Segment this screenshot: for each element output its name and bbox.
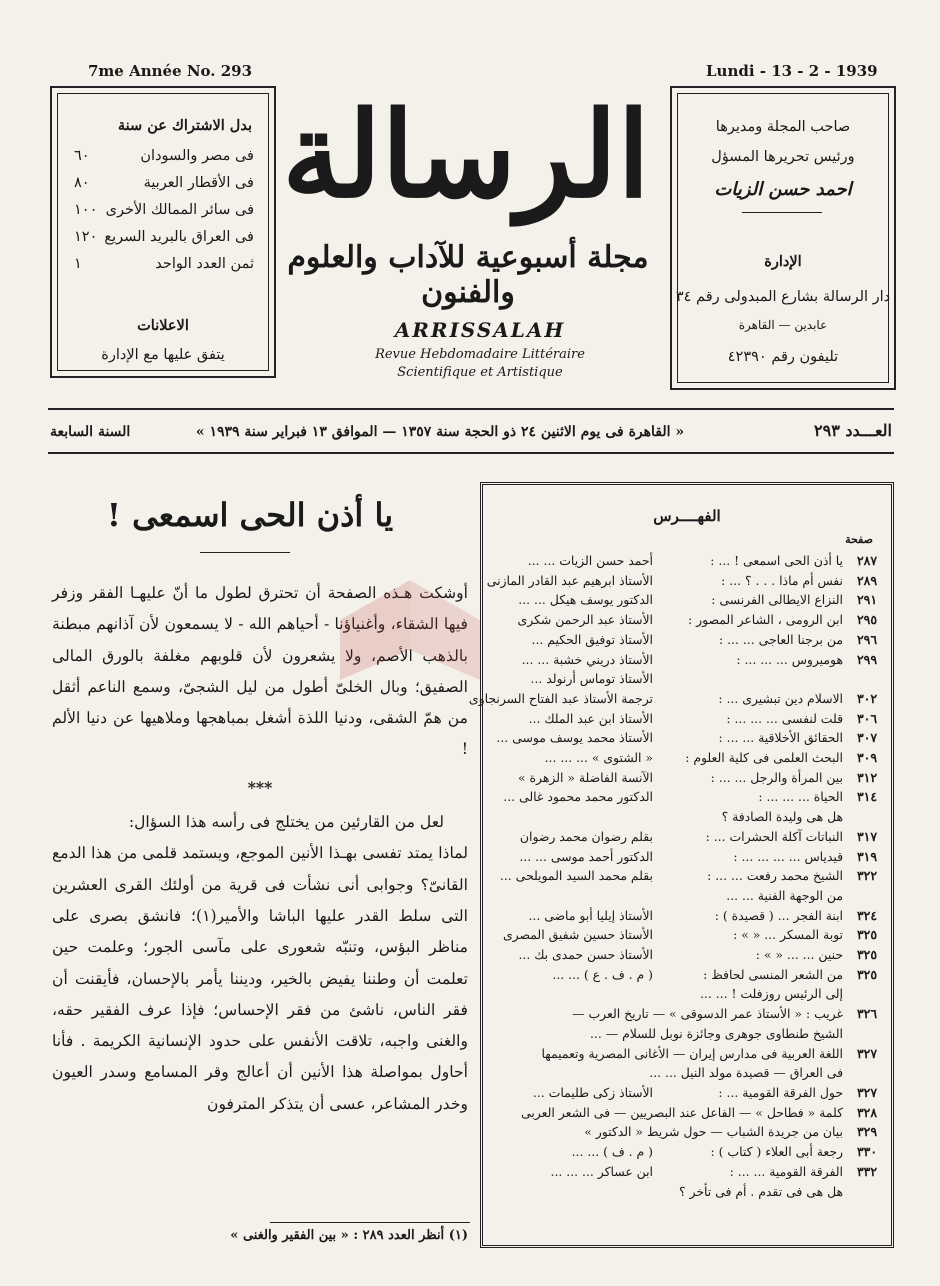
masthead-subtitle: مجلة أسبوعية للآداب والعلوم والفنون: [287, 240, 649, 310]
toc-page: ٣٢٦: [857, 1006, 877, 1022]
toc-page: ٣٢٨: [857, 1104, 877, 1120]
toc-row: [497, 1162, 877, 1182]
toc-row: [497, 906, 877, 926]
toc-row: [497, 768, 877, 788]
toc-row: [497, 1142, 877, 1162]
toc-row: [497, 1044, 877, 1064]
toc-author: بقلم رضوان محمد رضوان: [519, 828, 653, 844]
section-separator: ***: [247, 777, 273, 797]
publisher-name: احمد حسن الزيات: [714, 179, 852, 200]
article-paragraph: أوشكت هـذه الصفحة أن تحترق لطول ما أنّ عليهـا الفقر وزفر فيها الشقاء، وأغنياؤنا - أحياهم الله - لا يسمعون لأن آذانهم مبطنة بالذهب الأصم، ولا يشعرون لأن قلوبهم مغلفة بالورق المالى الصفيق؛ وبال الخلىّ أطول من ليل الشجىّ، وسمع الناعم أثقل من همّ الشقى، ودنيا اللذة أشغل بمباهجها وملاهيها عن دنيا الألم !: [52, 584, 468, 759]
toc-title: هل هى فى تقدم . أم فى تأخر ؟: [678, 1183, 843, 1199]
toc-author: الأستاذ حسن حمدى بك ...: [518, 947, 653, 963]
publisher-line-1: صاحب المجلة ومديرها: [715, 119, 851, 135]
toc-title: النزاع الايطالى الفرنسى :: [711, 592, 843, 608]
toc-author: الأستاذ توفيق الحكيم ...: [531, 631, 653, 647]
toc-page: ٣٢٥: [857, 947, 877, 963]
toc-author: الأستاذ إيليا أبو ماضى ...: [528, 907, 653, 923]
toc-page: ٢٩٦: [857, 631, 877, 647]
toc-page: [843, 807, 877, 827]
toc-title: بيان من جريدة الشباب — حول شريط « الدكتور »: [584, 1124, 843, 1140]
admin-heading: الإدارة: [764, 253, 802, 270]
toc-title: ابنة الفجر ... ( قصيدة ) :: [714, 907, 843, 923]
ads-text: يتفق عليها مع الإدارة: [101, 347, 225, 363]
toc-row: [497, 748, 877, 768]
toc-title: غريب : « الأستاذ عمر الدسوقى » — تاريخ العرب —: [572, 1006, 843, 1022]
article-body: [52, 578, 468, 1120]
article-title: يا أذن الحى اسمعى !: [106, 496, 394, 534]
publisher-box: [670, 86, 896, 390]
toc-title: كلمة « فطاحل » — الفاعل عند البصريين — فى الشعر العربى: [521, 1104, 843, 1120]
toc-author: أحمد حسن الزيات ... ...: [527, 553, 653, 568]
toc-title: هوميروس ... ... ... :: [736, 651, 843, 667]
toc-title: توبة المسكر ... « » :: [733, 927, 843, 943]
toc-row: [497, 610, 877, 630]
toc-author: بقلم محمد السيد المويلحى ...: [499, 868, 653, 884]
toc-author: الدكتور أحمد موسى ... ...: [519, 848, 653, 864]
subscription-table: [74, 143, 254, 278]
toc-heading: الفهــــرس: [653, 507, 721, 525]
toc-row: [497, 1182, 877, 1202]
toc-row: [497, 866, 877, 886]
toc-title: الشيخ طنطاوى جوهرى وجائزة نوبل للسلام — ...: [589, 1025, 843, 1041]
toc-page: ٣١٧: [857, 828, 877, 844]
toc-page: ٣٠٩: [857, 750, 877, 766]
toc-title: نفس أم ماذا . . . ؟ ... :: [721, 572, 843, 588]
issue-number: العـــدد ٢٩٣: [814, 421, 892, 440]
toc-author: الآنسة الفاضلة « الزهرة »: [517, 769, 653, 785]
toc-page: ٢٩٥: [857, 612, 877, 628]
toc-page: ٢٨٧: [857, 553, 877, 568]
toc-author: « الشتوى » ... ... ...: [544, 750, 653, 766]
toc-author: الأستاذ ابن عبد الملك ...: [528, 710, 653, 726]
toc-title: من الشعر المنسى لحافظ :: [703, 966, 843, 982]
toc-title: [653, 669, 843, 689]
toc-row: [497, 847, 877, 867]
toc-author: الدكتور يوسف هيكل ... ...: [518, 592, 653, 608]
toc-page: [843, 669, 877, 689]
toc-title: فى العراق — قصيدة مولد النيل ... ...: [649, 1065, 843, 1081]
toc-title: حول الفرقة القومية ... :: [718, 1084, 843, 1100]
toc-page: ٣٠٦: [857, 710, 877, 726]
toc-row: [497, 886, 877, 906]
toc-author: الأستاذ محمد يوسف موسى ...: [496, 730, 653, 746]
subscription-row: فى مصر والسودان ٦٠: [74, 148, 254, 164]
toc-title: الحقائق الأخلاقية ... ... :: [718, 730, 843, 746]
toc-title: الحياة ... ... ... :: [758, 789, 843, 805]
toc-title: هل هى وليدة الصادفة ؟: [721, 809, 843, 825]
subscription-row: فى سائر الممالك الأخرى ١٠٠: [74, 202, 254, 218]
latin-subtitle-2: Scientifique et Artistique: [397, 365, 563, 380]
toc-title: قلت لنفسى ... ... ... :: [726, 710, 843, 726]
subscription-row: فى الأقطار العربية ٨٠: [74, 175, 254, 191]
toc-page: ٣٢٧: [857, 1084, 877, 1100]
toc-row: [497, 551, 877, 571]
toc-list: [468, 551, 877, 1201]
year-label: السنة السابعة: [50, 424, 131, 440]
toc-page: ٣١٢: [857, 769, 877, 785]
toc-page: [843, 886, 877, 906]
toc-row: [497, 650, 877, 670]
date-line: « القاهرة فى يوم الاثنين ٢٤ ذو الحجة سنة ١٣٥٧ — الموافق ١٣ فبراير سنة ١٩٣٩ »: [195, 424, 685, 440]
toc-page-label: صفحة: [845, 533, 873, 546]
issue-latin: 7me Année No. 293: [88, 62, 253, 80]
toc-row: [497, 807, 877, 827]
toc-title: رجعة أبى العلاء ( كتاب ) :: [710, 1144, 843, 1160]
toc-row: [497, 1083, 877, 1103]
toc-title: إلى الرئيس روزفلت ! ... ...: [699, 986, 843, 1002]
subscription-row: فى العراق بالبريد السريع ١٢٠: [74, 229, 254, 245]
toc-page: [843, 1182, 877, 1202]
toc-row: [497, 709, 877, 729]
toc-title: ابن الرومى ، الشاعر المصور :: [688, 612, 843, 628]
toc-title: من الوجهة الفنية ... ...: [726, 887, 843, 903]
publisher-line-2: ورئيس تحريرها المسؤل: [711, 149, 855, 165]
article-paragraph: لماذا يمتد تفسى بهـذا الأنين الموجع، ويستمد قلمى من هذا الدمع القانىّ؟ وجوابى أنى نشأت فى قرية من أولئك القرى العشرين التى سلط القدر عليها الباشا والأمير(١)؛ فانشق بصرى على مناظر البؤس، وتنبّه شعورى على مآسى الجور؛ وعلمت حين تعلمت أن وطننا يفيض بالخير، وديننا يأمر بالإحسان، فأيقنت أن فقر الناس، ناشئ من فقر الإحساس؛ فإذا عرف الفقير حقه، والغنى واجبه، تلاقت الأنفس على حدود الإنسانية الكريمة . فأنا أحاول بمواصلة هذا الأنين أن أعالج وقر المسامع وسدر العيون وخدر المشاعر، عسى أن يتذكر المترفون: [52, 844, 468, 1113]
toc-page: [843, 1024, 877, 1044]
toc-author: ( م . ف . ع ) ... ...: [552, 966, 653, 982]
toc-page: ٣٣٢: [857, 1163, 877, 1179]
toc-row: [497, 1103, 877, 1123]
phone-line: تليفون رقم ٤٢٣٩٠: [727, 349, 839, 365]
toc-page: ٣٢٩: [857, 1124, 877, 1140]
title-ornament: [200, 552, 290, 553]
masthead-title: الرسالة: [282, 85, 650, 224]
toc-title: يا أذن الحى اسمعى ! ... :: [710, 553, 843, 568]
toc-page: ٢٩٩: [857, 651, 877, 667]
toc-row: [497, 1024, 877, 1044]
toc-page: ٢٩١: [857, 592, 877, 608]
toc-row: [497, 965, 877, 985]
latin-subtitle-1: Revue Hebdomadaire Littéraire: [375, 347, 585, 362]
toc-row: [497, 827, 877, 847]
toc-row: [497, 728, 877, 748]
toc-row: [497, 787, 877, 807]
toc-page: [843, 984, 877, 1004]
toc-page: ٣٢٢: [857, 868, 877, 884]
date-latin: Lundi - 13 - 2 - 1939: [706, 62, 878, 80]
article-paragraph: لعل من القارئين من يختلج فى رأسه هذا السؤال:: [128, 813, 444, 832]
toc-page: ٣٣٠: [857, 1144, 877, 1160]
toc-row: [497, 590, 877, 610]
toc-author: الأستاذ عبد الرحمن شكرى: [517, 612, 653, 628]
subscription-box: [50, 86, 276, 378]
toc-author: ابن عساكر ... ... ...: [550, 1163, 653, 1179]
toc-author: الأستاذ ابرهيم عبد القادر المازنى: [486, 572, 653, 588]
toc-row: [497, 1004, 877, 1024]
toc-page: ٣٢٥: [857, 927, 877, 943]
toc-row: [497, 1063, 877, 1083]
toc-author: ( م . ف ) ... ...: [571, 1144, 653, 1160]
toc-page: ٣١٩: [857, 848, 877, 864]
toc-title: الفرقة القومية ... ... :: [729, 1163, 843, 1179]
toc-title: بين المرأة والرجل ... ... :: [710, 769, 843, 785]
toc-page: ٣٠٢: [857, 690, 877, 706]
toc-row: [497, 630, 877, 650]
toc-page: ٣٢٧: [857, 1045, 877, 1061]
latin-title: ARRISSALAH: [394, 318, 566, 342]
toc-title: البحث العلمى فى كلية العلوم :: [685, 750, 843, 766]
toc-page: ٣٠٧: [857, 730, 877, 746]
toc-row: [497, 1122, 877, 1142]
toc-row: [468, 689, 877, 709]
toc-page: ٣١٤: [857, 789, 877, 805]
toc-title: حنين ... ... « » :: [755, 947, 843, 963]
toc-author: الأستاذ دريني خشبة ... ...: [521, 651, 653, 667]
toc-page: ٣٢٥: [857, 966, 877, 982]
toc-author: الأستاذ زكى طليمات ...: [532, 1084, 653, 1100]
address-line-1: دار الرسالة بشارع المبدولى رقم ٣٤: [675, 289, 891, 305]
toc-row: [497, 984, 877, 1004]
toc-page: ٣٢٤: [857, 907, 877, 923]
toc-author: الأستاذ توماس أرنولد ...: [530, 671, 653, 687]
subscription-heading: بدل الاشتراك عن سنة: [117, 117, 252, 134]
toc-title: قيدياس ... ... ... ... :: [733, 848, 843, 864]
toc-title: من برجنا العاجى ... ... :: [719, 631, 843, 647]
footnote: (١) أنظر العدد ٢٨٩ : « بين الفقير والغنى »: [230, 1228, 468, 1243]
address-line-2: عابدين — القاهرة: [738, 318, 828, 332]
toc-row: [497, 925, 877, 945]
toc-page: [843, 1063, 877, 1083]
toc-title: الشيخ محمد رفعت ... ... :: [707, 868, 843, 884]
toc-title: الاسلام دين تبشيرى ... :: [718, 690, 843, 706]
toc-author: الأستاذ حسين شفيق المصرى: [502, 927, 653, 943]
subscription-row: ثمن العدد الواحد ١: [74, 256, 254, 272]
table-of-contents: [468, 482, 894, 1248]
ads-heading: الاعلانات: [137, 317, 189, 334]
toc-row: [497, 945, 877, 965]
toc-author: ترجمة الأستاذ عبد الفتاح السرنجاوى: [468, 690, 653, 706]
toc-row: [497, 669, 877, 689]
toc-author: الدكتور محمد محمود غالى ...: [503, 789, 653, 805]
toc-title: اللغة العربية فى مدارس إيران — الأغانى المصرية وتعميمها: [541, 1045, 843, 1061]
toc-title: النباتات آكلة الحشرات ... :: [705, 828, 843, 844]
toc-page: ٢٨٩: [857, 572, 877, 588]
toc-row: [486, 571, 877, 591]
